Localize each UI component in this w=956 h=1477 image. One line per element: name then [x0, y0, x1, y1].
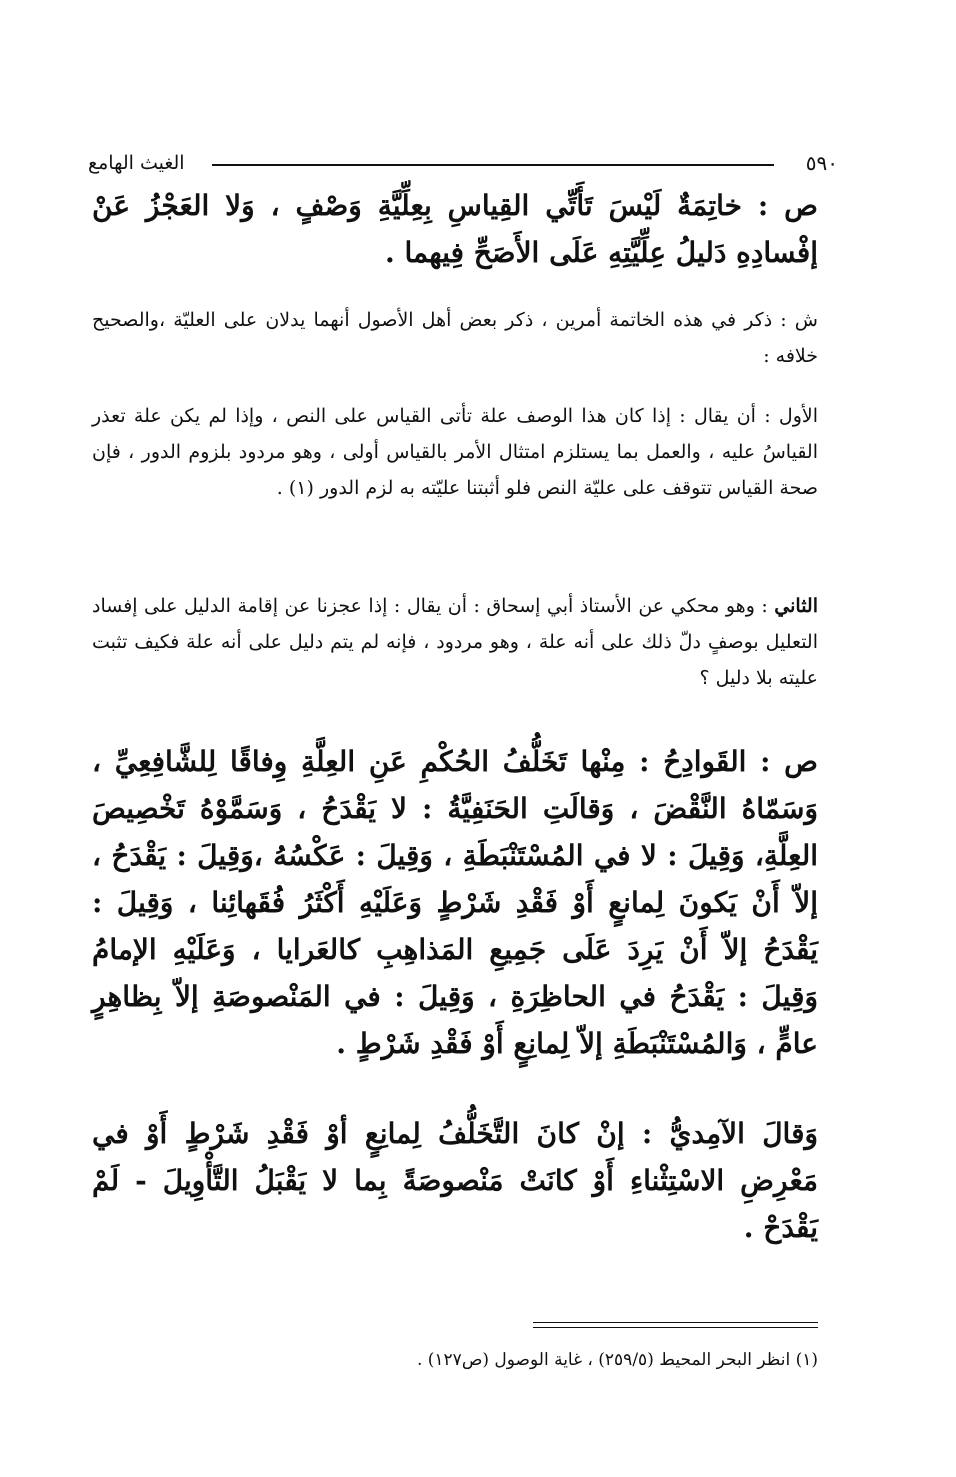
- book-title: الغيث الهامع: [88, 152, 185, 174]
- header-rule: [212, 164, 774, 166]
- footnote-rule: [533, 1322, 818, 1323]
- sharh-paragraph-1: ش : ذكر في هذه الخاتمة أمرين ، ذكر بعض أهل الأصول أنهما يدلان على العليّة ،والصحيح خلافه :: [92, 309, 818, 367]
- footnote-rule-double: [533, 1327, 818, 1328]
- sharh-paragraph-2: الأول : أن يقال : إذا كان هذا الوصف علة تأتى القياس على النص ، وإذا لم يكن علة تعذر القياسُ عليه ، والعمل بما يستلزم امتثال الأمر بالقياس أولى ، وهو مردود بلزوم الدور ، فإن صحة القياس تتوقف على عليّة النص فلو أثبتنا عليّته به لزم الدور (١) .: [92, 405, 818, 499]
- matn-paragraph-3: وَقالَ الآمِديُّ : إنْ كانَ التَّخَلُّفُ لِمانِعٍ أوْ فَقْدِ شَرْطٍ أَوْ في مَعْرِضِ الاسْتِثْناءِ أَوْ كانَتْ مَنْصوصَةً بِما لا يَقْبَلُ التَّأْوِيلَ - لَمْ يَقْدَحْ .: [92, 1117, 818, 1244]
- footnote: (١) انظر البحر المحيط (٢٥٩/٥) ، غاية الوصول (ص١٢٧) .: [416, 1350, 818, 1370]
- matn-paragraph-1: ص : خاتِمَةٌ لَيْسَ تَأَتِّي القِياسِ بِعِلِّيَّةِ وَصْفٍ ، وَلا العَجْزُ عَنْ إفْسادِهِ دَليلُ عِلِّيَّتِهِ عَلَى الأَصَحِّ فِيهما .: [92, 189, 818, 269]
- sharh-lead-word: الثاني: [774, 595, 818, 617]
- sharh-paragraph-3: [92, 588, 818, 696]
- sharh-paragraph-3-body: : وهو محكي عن الأستاذ أبي إسحاق : أن يقال : إذا عجزنا عن إقامة الدليل على إفساد التعليل بوصفٍ دلّ ذلك على أنه علة ، وهو مردود ، فإنه لم يتم دليل على أنه علة فكيف تثبت عليته بلا دليل ؟: [92, 595, 818, 689]
- page-number: ٥٩٠: [805, 151, 838, 175]
- running-header: [88, 148, 838, 178]
- matn-paragraph-2: ص : القَوادِحُ : مِنْها تَخَلُّفُ الحُكْمِ عَنِ العِلَّةِ وِفاقًا لِلشَّافِعِيِّ ، وَسَمّاهُ النَّقْضَ ، وَقالَتِ الحَنَفِيَّةُ : لا يَقْدَحُ ، وَسَمَّوْهُ تَخْصِيصَ العِلَّةِ، وَقِيلَ : لا في المُسْتَنْبَطَةِ ، وَقِيلَ : عَكْسُهُ ،وَقِيلَ : يَقْدَحُ ، إلاّ أَنْ يَكونَ لِمانعٍ أَوْ فَقْدِ شَرْطٍ وَعَلَيْهِ أَكْثَرُ فُقَهائِنا ، وَقِيلَ : يَقْدَحُ إلاّ أَنْ يَرِدَ عَلَى جَمِيعِ المَذاهِبِ كالعَرايا ، وَعَلَيْهِ الإمامُ وَقِيلَ : يَقْدَحُ في الحاظِرَةِ ، وَقِيلَ : في المَنْصوصَةِ إلاّ بِظاهِرٍ عامٍّ ، وَالمُسْتَنْبَطَةِ إلاّ لِمانِعٍ أَوْ فَقْدِ شَرْطٍ .: [92, 745, 818, 1060]
